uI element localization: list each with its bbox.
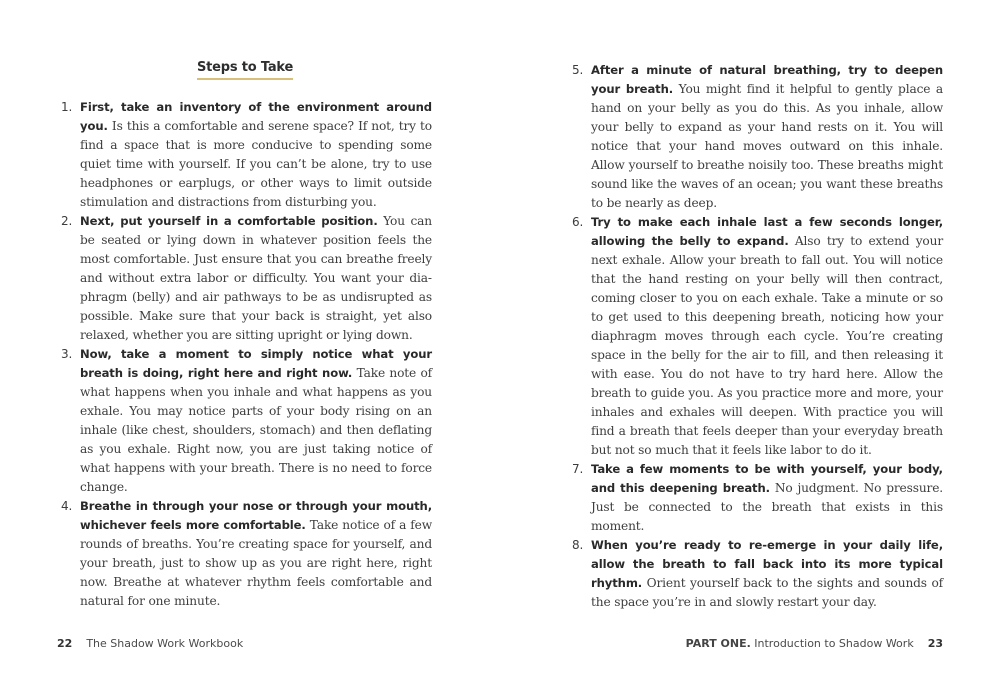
- step-body: You can be seated or lying down in whatever position feels the most comfortable. Just ensure that you can breathe freely and without extra labor or difficulty. You want your diaphragm (belly) and air pathways to be as undisrupted as possible. Make sure that your back is straight, yet also relaxed, whether you are sitting upright or lying down.: [80, 214, 432, 342]
- step-body: No judgment. No pressure. Just be connected to the breath that exists in this moment.: [591, 481, 943, 533]
- step-body: Also try to extend your next exhale. Allow your breath to fall out. You will notice that the hand resting on your belly will then contract, coming closer to you on each exhale. Take a minute or so to get used to this deepening breath, noticing how your diaphragm moves through each cycle. You’re creating space in the belly for the air to fill, and then releasing it with ease. You do not have to try hard here. Allow the breath to guide you. As you practice more and more, your inhales and exhales will deepen. With practice you will find a breath that feels deeper than your everyday breath but not so much that it feels like labor to do it.: [591, 234, 943, 457]
- step-body: Take note of what happens when you inhale and what happens as you exhale. You may notice parts of your body rising on an inhale (like chest, shoulders, stomach) and then deflating as you exhale. Right now, you are just taking notice of what happens with your breath. There is no need to force change.: [80, 366, 432, 494]
- step-lead: Now, take a moment to simply notice what your breath is doing, right here and right now.: [80, 347, 432, 380]
- step-item: [572, 460, 943, 536]
- step-item: [61, 98, 432, 212]
- page-number: 22: [57, 637, 73, 650]
- step-number: 4.: [61, 499, 73, 513]
- step-lead: First, take an inventory of the environment around you.: [80, 100, 432, 133]
- step-number: 2.: [61, 214, 73, 228]
- step-lead: When you’re ready to re-emerge in your daily life, allow the breath to fall back into its more typical rhythm.: [591, 538, 943, 590]
- step-lead: Breathe in through your nose or through your mouth, whichever feels more comfortable.: [80, 499, 432, 532]
- step-item: [61, 345, 432, 497]
- step-number: 7.: [572, 462, 584, 476]
- step-number: 1.: [61, 100, 73, 114]
- running-head-book-title: The Shadow Work Workbook: [86, 637, 244, 650]
- page-footer-right: [686, 637, 943, 650]
- step-number: 3.: [61, 347, 73, 361]
- section-title: Steps to Take: [197, 60, 293, 80]
- step-item: [61, 212, 432, 345]
- step-number: 5.: [572, 63, 584, 77]
- step-body: You might find it helpful to gently place a hand on your belly as you do this. As you inhale, allow your belly to expand as your hand rests on it. You will notice that your hand moves outward on this inhale. Allow yourself to breathe noisily too. These breaths might sound like the waves of an ocean; you want these breaths to be nearly as deep.: [591, 82, 943, 210]
- step-item: [572, 61, 943, 213]
- steps-list-left: [61, 98, 432, 611]
- running-head-part-label: PART ONE.: [685, 637, 751, 650]
- step-number: 8.: [572, 538, 584, 552]
- step-lead: Try to make each inhale last a few seconds longer, allowing the belly to expand.: [591, 215, 943, 248]
- right-page: [500, 0, 1000, 682]
- step-body: Orient yourself back to the sights and sounds of the space you’re in and slowly restart your day.: [591, 576, 943, 609]
- page-footer-left: [57, 637, 243, 650]
- step-body: Take notice of a few rounds of breaths. You’re creating space for yourself, and your breath, just to show up as you are right here, right now. Breathe at whatever rhythm feels comfortable and natural for one minute.: [80, 518, 432, 608]
- page-number: 23: [927, 637, 943, 650]
- steps-list-right: [572, 61, 943, 612]
- step-item: [572, 536, 943, 612]
- step-item: [61, 497, 432, 611]
- step-lead: Take a few moments to be with yourself, your body, and this deepening breath.: [591, 462, 943, 495]
- step-number: 6.: [572, 215, 584, 229]
- step-body: Is this a comfortable and serene space? If not, try to find a space that is more conducive to spending some quiet time with yourself. If you can’t be alone, try to use headphones or earplugs, or other ways to limit outside stimulation and distractions from disturbing you.: [80, 119, 432, 209]
- running-head-chapter-title: Introduction to Shadow Work: [754, 637, 914, 650]
- step-lead: Next, put yourself in a comfortable position.: [80, 214, 378, 228]
- step-item: [572, 213, 943, 460]
- step-lead: After a minute of natural breathing, try to deepen your breath.: [591, 63, 943, 96]
